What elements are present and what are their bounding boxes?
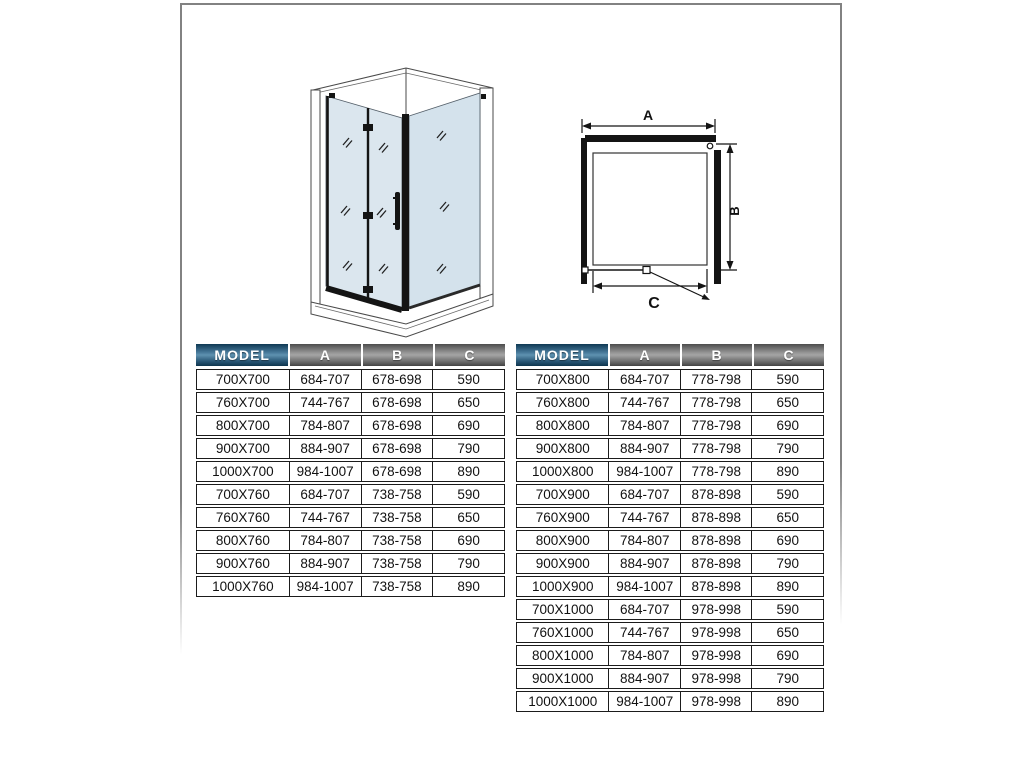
table-row (196, 415, 505, 436)
column-header-b: B (682, 344, 752, 366)
dimension-cell: 744-767 (289, 393, 361, 412)
dimension-cell: 738-758 (361, 508, 433, 527)
dimension-cell: 790 (751, 669, 823, 688)
dimension-cell: 978-998 (680, 623, 752, 642)
dimension-cell: 678-698 (361, 439, 433, 458)
dimension-cell: 890 (432, 462, 504, 481)
table-row (196, 392, 505, 413)
dimension-cell: 790 (751, 439, 823, 458)
dimension-cell: 738-758 (361, 485, 433, 504)
dimension-cell: 784-807 (608, 531, 680, 550)
dimension-cell: 690 (751, 531, 823, 550)
dimension-cell: 744-767 (608, 508, 680, 527)
table-row (196, 530, 505, 551)
dimension-cell: 778-798 (680, 393, 752, 412)
table-row (196, 507, 505, 528)
model-cell: 800X1000 (531, 648, 594, 663)
dimension-cell: 778-798 (680, 416, 752, 435)
dimension-cell: 978-998 (680, 692, 752, 711)
left-wall-profile (311, 90, 320, 306)
model-cell: 800X900 (535, 533, 590, 548)
model-cell: 800X700 (215, 418, 270, 433)
hinge-icon (329, 93, 335, 98)
dimension-cell: 678-698 (361, 370, 433, 389)
door-pivot-icon (707, 143, 713, 149)
dimension-cell: 650 (751, 623, 823, 642)
table-row (516, 507, 824, 528)
dimension-cell: 978-998 (680, 646, 752, 665)
dimension-cell: 678-698 (361, 416, 433, 435)
dimension-cell: 778-798 (680, 439, 752, 458)
column-header-b: B (363, 344, 433, 366)
table-row (516, 530, 824, 551)
top-glass-wall (585, 135, 716, 142)
dimension-cell: 984-1007 (608, 692, 680, 711)
column-header-a: A (290, 344, 360, 366)
arrowhead (582, 123, 591, 130)
dimension-cell: 984-1007 (608, 462, 680, 481)
table-row (516, 484, 824, 505)
table-row (516, 576, 824, 597)
model-cell: 900X800 (535, 441, 590, 456)
column-header-a: A (610, 344, 680, 366)
table-row (516, 553, 824, 574)
hinge-icon (481, 94, 486, 99)
dimension-cell: 984-1007 (289, 577, 361, 596)
dimension-cell: 884-907 (289, 439, 361, 458)
arrowhead (593, 283, 602, 290)
model-cell: 1000X760 (212, 579, 274, 594)
dimension-cell: 684-707 (608, 600, 680, 619)
model-cell: 900X760 (215, 556, 270, 571)
dimension-cell: 690 (751, 646, 823, 665)
dimension-cell: 884-907 (608, 669, 680, 688)
left-wall-profile (581, 138, 587, 284)
dimension-cell: 790 (432, 554, 504, 573)
table-row (516, 599, 824, 620)
dimension-cell: 650 (432, 508, 504, 527)
table-row (516, 645, 824, 666)
arrowhead (698, 283, 707, 290)
dimension-cell: 890 (751, 462, 823, 481)
model-cell: 900X900 (535, 556, 590, 571)
arrowhead (706, 123, 715, 130)
dimension-cell: 978-998 (680, 600, 752, 619)
arrowhead (727, 144, 734, 153)
dimension-cell: 690 (432, 416, 504, 435)
page-frame-top (180, 3, 842, 5)
model-cell: 760X700 (215, 395, 270, 410)
dimension-cell: 590 (751, 600, 823, 619)
table-row (516, 691, 824, 712)
table-row (516, 461, 824, 482)
dimension-cell: 884-907 (608, 439, 680, 458)
tray-outline (593, 153, 707, 265)
shower-enclosure-3d-diagram (283, 56, 508, 346)
dimension-cell: 878-898 (680, 554, 752, 573)
dimension-cell: 590 (751, 485, 823, 504)
table-row (516, 415, 824, 436)
table-row (196, 484, 505, 505)
dimension-cell: 884-907 (608, 554, 680, 573)
right-wall-profile (480, 88, 493, 298)
page-frame-right (840, 3, 842, 625)
model-cell: 760X800 (535, 395, 590, 410)
dimension-label-b: B (727, 206, 742, 216)
table-row (516, 438, 824, 459)
model-cell: 760X1000 (531, 625, 594, 640)
table-row (516, 369, 824, 390)
dimension-cell: 784-807 (608, 646, 680, 665)
dimension-label-c: C (648, 295, 660, 312)
dimension-cell: 790 (432, 439, 504, 458)
model-cell: 1000X900 (531, 579, 594, 594)
dimension-cell: 738-758 (361, 577, 433, 596)
dimension-cell: 984-1007 (289, 462, 361, 481)
model-cell: 900X700 (215, 441, 270, 456)
dimension-cell: 878-898 (680, 531, 752, 550)
dimension-cell: 684-707 (608, 370, 680, 389)
model-cell: 760X900 (535, 510, 590, 525)
model-cell: 1000X800 (531, 464, 594, 479)
table-row (516, 392, 824, 413)
model-cell: 800X800 (535, 418, 590, 433)
dimension-cell: 650 (751, 508, 823, 527)
dimension-cell: 690 (432, 531, 504, 550)
model-cell: 800X760 (215, 533, 270, 548)
dimension-cell: 978-998 (680, 669, 752, 688)
dimension-cell: 684-707 (608, 485, 680, 504)
dimension-label-a: A (642, 107, 654, 123)
dimension-cell: 784-807 (289, 416, 361, 435)
dimension-cell: 890 (751, 692, 823, 711)
model-cell: 1000X700 (212, 464, 274, 479)
dimension-cell: 590 (432, 370, 504, 389)
table-row (196, 553, 505, 574)
dimension-cell: 784-807 (608, 416, 680, 435)
dimension-cell: 678-698 (361, 393, 433, 412)
table-row (516, 668, 824, 689)
door-knob-icon (643, 267, 650, 274)
page-frame-left (180, 3, 182, 655)
table-row (516, 622, 824, 643)
dimension-cell: 790 (751, 554, 823, 573)
model-cell: 700X700 (215, 372, 270, 387)
column-header-c: C (754, 344, 824, 366)
table-row (196, 369, 505, 390)
dimension-cell: 678-698 (361, 462, 433, 481)
model-cell: 1000X1000 (528, 694, 598, 709)
dimension-cell: 878-898 (680, 508, 752, 527)
table-header-row (196, 344, 505, 366)
dimension-cell: 890 (751, 577, 823, 596)
table-row (196, 438, 505, 459)
dimension-cell: 744-767 (608, 393, 680, 412)
dimension-table-right (516, 344, 824, 714)
dimension-cell: 650 (751, 393, 823, 412)
dimension-cell: 778-798 (680, 462, 752, 481)
arrowhead (702, 294, 711, 300)
dimension-cell: 744-767 (608, 623, 680, 642)
model-cell: 760X760 (215, 510, 270, 525)
table-header-row (516, 344, 824, 366)
dimension-cell: 744-767 (289, 508, 361, 527)
model-cell: 700X760 (215, 487, 270, 502)
dimension-cell: 884-907 (289, 554, 361, 573)
right-wall-profile (714, 150, 721, 284)
dimension-cell: 878-898 (680, 577, 752, 596)
dimension-cell: 590 (751, 370, 823, 389)
side-panel-glass (409, 93, 480, 308)
dimension-cell: 890 (432, 577, 504, 596)
dimension-cell: 684-707 (289, 485, 361, 504)
model-cell: 700X900 (535, 487, 590, 502)
dimension-cell: 878-898 (680, 485, 752, 504)
column-header-c: C (435, 344, 505, 366)
model-cell: 900X1000 (531, 671, 594, 686)
dimension-cell: 738-758 (361, 554, 433, 573)
model-cell: 700X800 (535, 372, 590, 387)
corner-post-frame (402, 114, 409, 311)
dimension-cell: 738-758 (361, 531, 433, 550)
dimension-cell: 784-807 (289, 531, 361, 550)
dimension-cell: 590 (432, 485, 504, 504)
dimension-cell: 690 (751, 416, 823, 435)
model-cell: 700X1000 (531, 602, 594, 617)
table-row (196, 576, 505, 597)
dimension-table-left (196, 344, 505, 599)
hinge-icon (582, 267, 588, 273)
arrowhead (727, 261, 734, 270)
dimension-cell: 778-798 (680, 370, 752, 389)
column-header-model: MODEL (516, 344, 608, 366)
dimension-cell: 984-1007 (608, 577, 680, 596)
column-header-model: MODEL (196, 344, 288, 366)
table-row (196, 461, 505, 482)
dimension-cell: 650 (432, 393, 504, 412)
shower-plan-dimension-diagram (560, 101, 775, 316)
dimension-cell: 684-707 (289, 370, 361, 389)
